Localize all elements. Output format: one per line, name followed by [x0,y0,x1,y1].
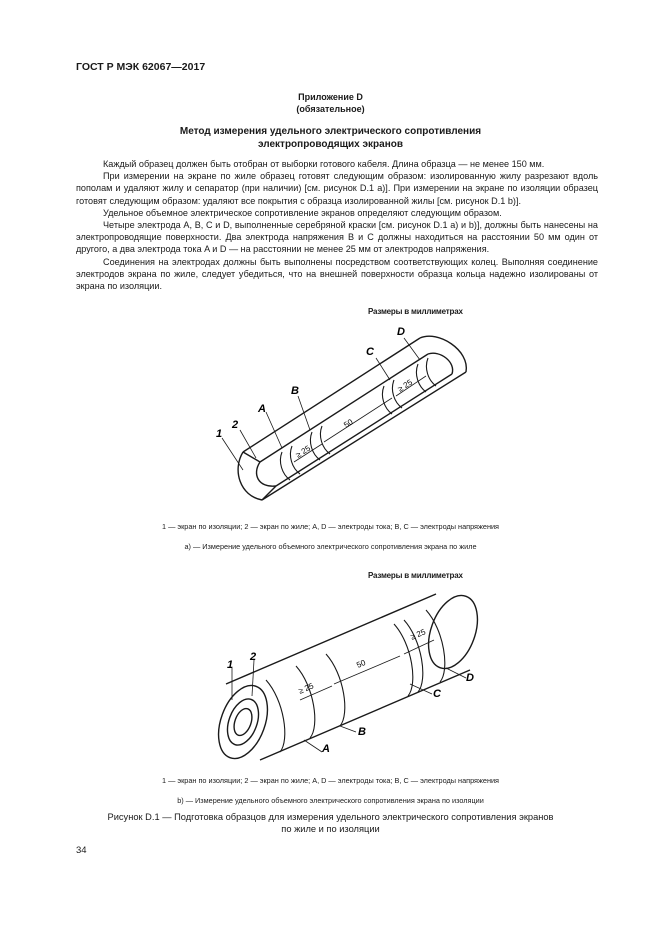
paragraph: При измерении на экране по жиле образец готовят следующим образом: изолированную жилу разрезают вдоль пополам и удаляют жилу и сепаратор (при наличии) [см. рисунок D.1 a)]. При измерении на экране по изоляции образец готовят следующим образом: удаляют все покрытия с образца изолированной жилы [см. рисунок D.1 b)]. [76,171,598,206]
paragraph: Четыре электрода A, B, C и D, выполненные серебряной краски [см. рисунок D.1 a) и b)], должны быть нанесены на электропроводящие поверхности. Два электрода напряжения B и C должны находиться на расстоянии 50 мм один от другого, а два электрода тока A и D — на расстоянии не менее 25 мм от электродов напряжения. [76,220,598,255]
page-number: 34 [76,845,87,856]
figure-b-cable [209,589,486,765]
figure-a-label-C: C [366,346,374,358]
figure-b-label-D: D [466,672,474,684]
standard-header: ГОСТ Р МЭК 62067—2017 [76,61,206,73]
paragraph: Удельное объемное электрическое сопротивление экранов определяют следующим образом. [103,207,502,218]
method-title-line2: электропроводящих экранов [257,139,404,150]
annex-title: Приложение D [298,92,363,102]
figure-a-label-B: B [291,385,299,397]
figure-a-legend: 1 — экран по изоляции; 2 — экран по жиле; A, D — электроды тока; B, C — электроды напряжения [161,522,500,531]
figure-b-dims-note: Размеры в миллиметрах [368,571,463,580]
figure-a-label-A: A [258,403,266,415]
figure-a-dim-25a: ≥ 25 [294,443,313,460]
figure-a-label-1: 1 [216,428,223,440]
figure-caption [60,811,601,835]
figure-a-dim-25b: ≥ 25 [396,377,415,394]
figure-b-caption: b) — Измерение удельного объемного электрического сопротивления экрана по изоляции [177,796,484,805]
figure-b-label-1: 1 [227,659,234,671]
figure-b-label-B: B [358,726,366,738]
figure-caption-line1: Рисунок D.1 — Подготовка образцов для измерения удельного электрического сопротивления экранов [107,812,554,822]
figure-b-label-C: C [433,688,441,700]
figure-b-legend: 1 — экран по изоляции; 2 — экран по жиле; A, D — электроды тока; B, C — электроды напряжения [161,776,500,785]
figure-b-label-2: 2 [250,651,257,663]
method-title-line1: Метод измерения удельного электрического сопротивления [179,126,482,137]
annex-status: (обязательное) [296,104,365,114]
figure-b-label-A: A [322,743,330,755]
figure-b-dim-50: 50 [355,657,367,670]
figure-a-caption: а) — Измерение удельного объемного электрического сопротивления экрана по жиле [184,542,477,551]
figure-a-dim-50: 50 [342,417,355,430]
figure-a-label-D: D [397,326,405,338]
figure-b-dim-25b: ≥ 25 [409,627,427,642]
paragraph: Каждый образец должен быть отобран от выборки готового кабеля. Длина образца — не менее 150 мм. [103,159,545,169]
figure-b-dim-25a: ≥ 25 [297,681,315,696]
figure-a-dims-note: Размеры в миллиметрах [368,307,463,316]
paragraph: Соединения на электродах должны быть выполнены посредством соответствующих колец. Выполняя соединение электродов экрана по жиле, следует убедиться, что на внешней поверхности образца кольца надежно изолированы от экрана по изоляции. [76,256,598,292]
figure-a-label-2: 2 [232,419,239,431]
figure-caption-line2: по жиле и по изоляции [281,824,380,834]
